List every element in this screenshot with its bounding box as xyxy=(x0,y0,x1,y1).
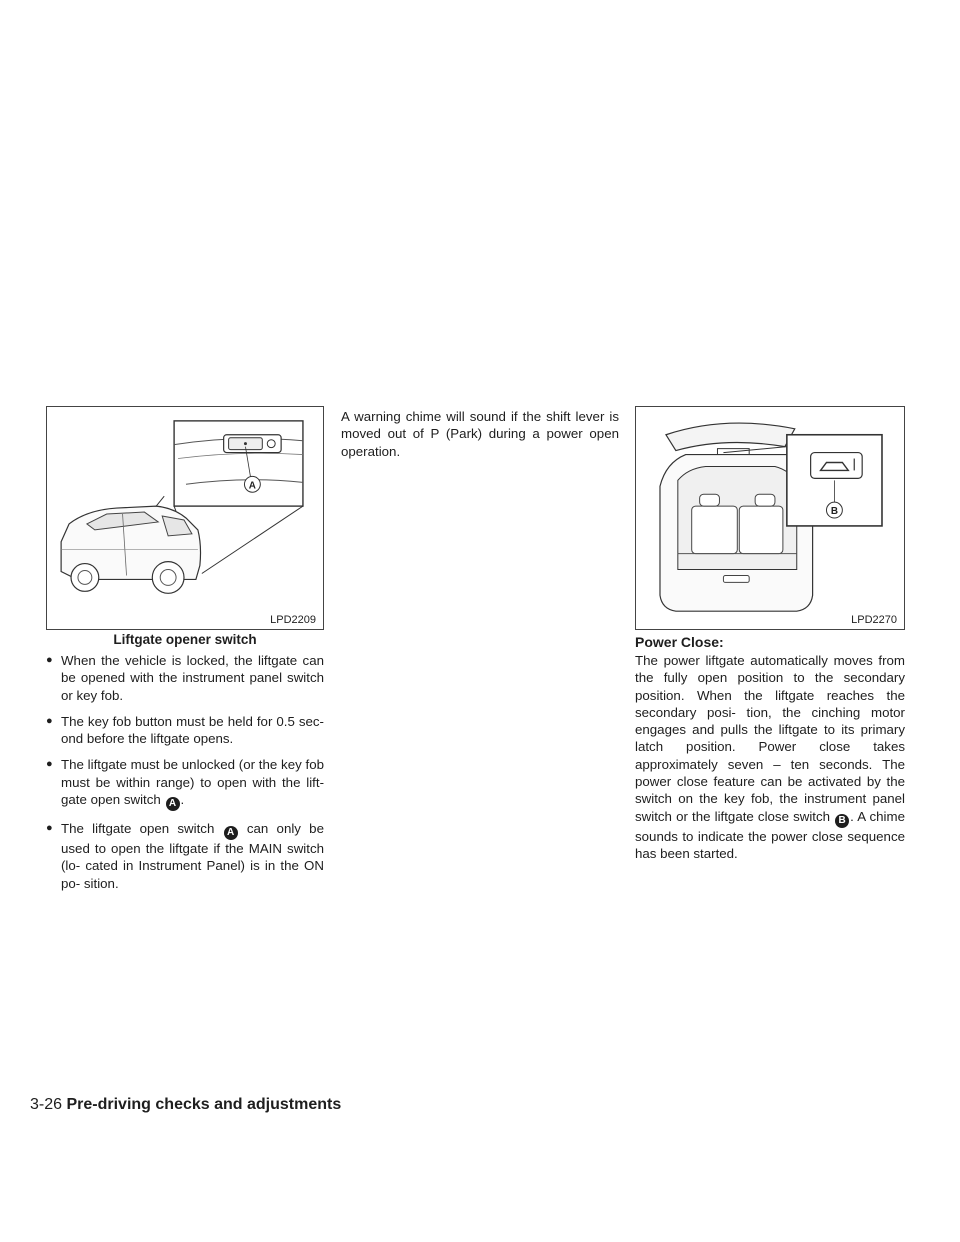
bullet-item: ● The key fob button must be held for 0.5 sec- ond before the liftgate opens. xyxy=(46,713,324,748)
callout-b: B xyxy=(830,506,838,518)
column-middle xyxy=(341,408,619,460)
circled-letter-a: A xyxy=(166,797,180,811)
page-footer xyxy=(30,1095,341,1115)
section-title: Pre-driving checks and adjustments xyxy=(66,1096,342,1113)
bullet-item xyxy=(46,820,324,892)
bullet-text: The liftgate must be unlocked (or the key fob must be within range) to open with the lift- gate open switch xyxy=(61,757,324,808)
column-right xyxy=(635,634,905,862)
bullet-item xyxy=(46,756,324,811)
power-close-paragraph xyxy=(635,652,905,862)
liftgate-opener-illustration xyxy=(47,407,323,629)
power-close-text: The power liftgate automatically moves from the fully open position to the secondary position. When the liftgate reaches the secondary posi- tion, the cinching motor engages and pulls the liftgate to its primary latch position. Power close takes approximately seven – ten seconds. The power close feature can be activated by the switch on the key fob, the instrument panel switch or the liftgate close switch xyxy=(635,653,905,824)
column-left xyxy=(46,652,324,901)
power-close-text-end: . A chime sounds to indicate the power close sequence has been started. xyxy=(635,808,905,861)
bullet-text: The liftgate open switch xyxy=(61,821,215,837)
warning-paragraph: A warning chime will sound if the shift lever is moved out of P (Park) during a power open operation. xyxy=(341,409,619,459)
figure-code: LPD2270 xyxy=(851,614,897,626)
liftgate-close-illustration xyxy=(636,407,904,629)
circled-letter-b: B xyxy=(835,814,849,828)
circled-letter-a: A xyxy=(224,826,238,840)
page-number: 3-26 xyxy=(30,1096,63,1113)
bullet-text-end: can only be used to open the liftgate if the MAIN switch (lo- cated in Instrument Panel) is in the ON po- sition. xyxy=(61,821,324,891)
section-heading: Power Close: xyxy=(635,634,724,650)
bullet-text-end: . xyxy=(180,792,185,808)
figure-liftgate-close-switch xyxy=(635,406,905,630)
figure-liftgate-opener xyxy=(46,406,324,630)
figure-code: LPD2209 xyxy=(270,614,316,626)
figure-caption: Liftgate opener switch xyxy=(113,632,257,647)
callout-a: A xyxy=(248,480,256,492)
bullet-item: ● When the vehicle is locked, the liftgate can be opened with the instrument panel switch or key fob. xyxy=(46,652,324,704)
